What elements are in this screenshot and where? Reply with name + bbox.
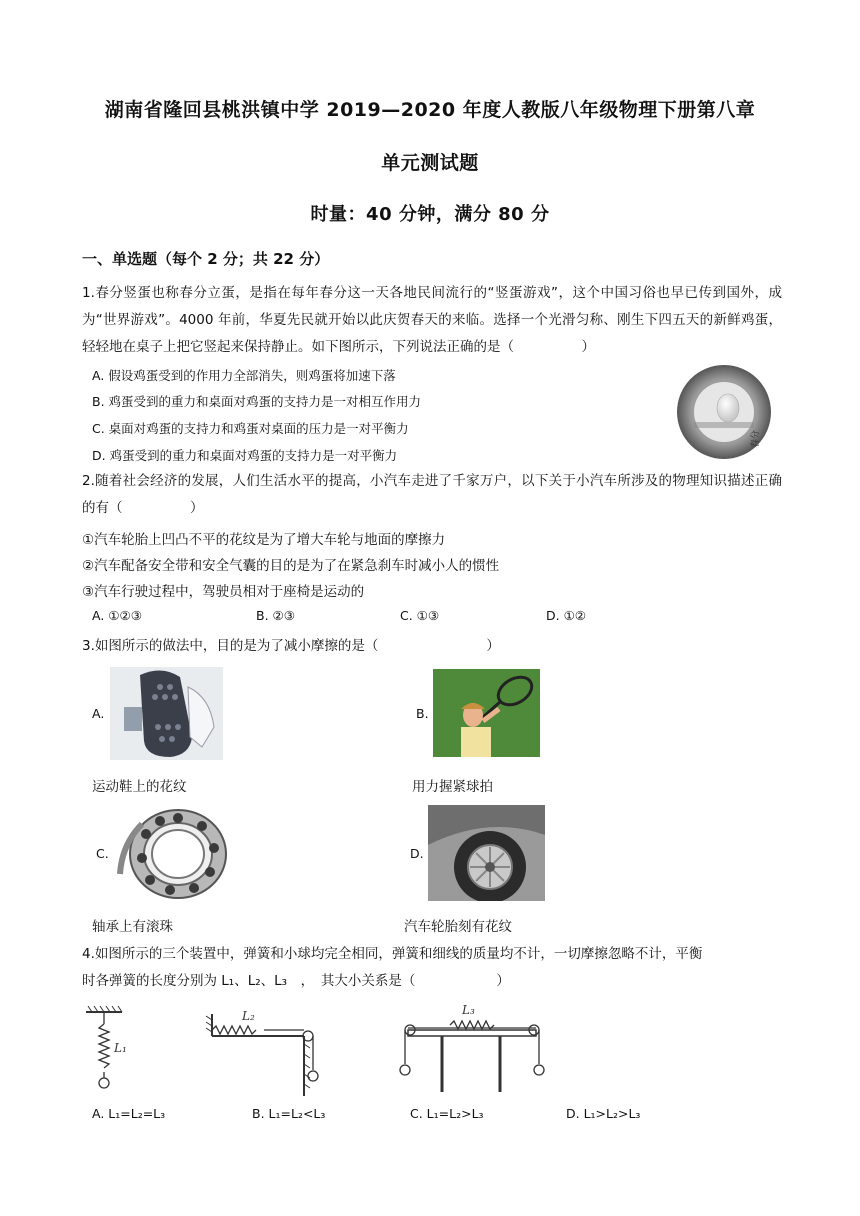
q4-stem-line1: 4.如图所示的三个装置中，弹簧和小球均完全相同，弹簧和细线的质量均不计，一切摩擦忽略不计，平衡 [82, 946, 703, 962]
tennis-player-image [433, 669, 540, 757]
section-heading: 一、单选题（每个 2 分；共 22 分） [82, 250, 330, 268]
q3-choice-d-caption: 汽车轮胎刻有花纹 [404, 919, 512, 935]
q4-option-a: A. L₁=L₂=L₃ [92, 1106, 166, 1121]
page-title: 湖南省隆回县桃洪镇中学 2019—2020 年度人教版八年级物理下册第八章 [104, 99, 756, 121]
car-tire-image [428, 805, 545, 901]
q4-stem-line2: 时各弹簧的长度分别为 L₁、L₂、L₃ ， 其大小关系是（ ） [82, 973, 510, 989]
q4-option-c: C. L₁=L₂>L₃ [410, 1106, 484, 1121]
q1-option-a: A. 假设鸡蛋受到的作用力全部消失，则鸡蛋将加速下落 [92, 368, 396, 383]
q1-option-c: C. 桌面对鸡蛋的支持力和鸡蛋对桌面的压力是一对平衡力 [92, 421, 409, 436]
q1-option-b: B. 鸡蛋受到的重力和桌面对鸡蛋的支持力是一对相互作用力 [92, 394, 422, 409]
q3-choice-b-letter: B. [416, 706, 429, 721]
q1-option-d: D. 鸡蛋受到的重力和桌面对鸡蛋的支持力是一对平衡力 [92, 448, 398, 463]
q2-option-b: B. ②③ [256, 608, 295, 623]
device-2 [206, 1009, 318, 1096]
q3-stem: 3.如图所示的做法中，目的是为了减小摩擦的是（ ） [82, 638, 500, 654]
q3-choice-a-letter: A. [92, 706, 105, 721]
q2-item-3: ③汽车行驶过程中，驾驶员相对于座椅是运动的 [82, 584, 365, 600]
q1-stem: 1.春分竖蛋也称春分立蛋，是指在每年春分这一天各地民间流行的“竖蛋游戏”，这个中国习俗也早已传到国外，成为“世界游戏”。4000 年前，华夏先民就开始以此庆贺春天的来临。选择一个光滑匀称、刚生下四五天的新鲜鸡蛋，轻轻地在桌子上把它竖起来保持静止。如下图所示，下列说法正确的是（ ） [82, 285, 782, 355]
q2-stem: 2.随着社会经济的发展，人们生活水平的提高，小汽车走进了千家万户，以下关于小汽车所涉及的物理知识描述正确的有（ ） [82, 473, 782, 516]
q2-option-a: A. ①②③ [92, 608, 142, 623]
label-l1: L₁ [114, 1041, 127, 1055]
q3-choice-c-caption: 轴承上有滚珠 [92, 919, 173, 935]
spring-devices-diagram [82, 1000, 552, 1098]
shoe-sole-image [110, 667, 223, 760]
device-1 [86, 1006, 127, 1088]
q2-option-d: D. ①② [546, 608, 586, 623]
q3-choice-c-letter: C. [96, 846, 109, 861]
q3-choice-b-caption: 用力握紧球拍 [412, 779, 493, 795]
q2-item-1: ①汽车轮胎上凹凸不平的花纹是为了增大车轮与地面的摩擦力 [82, 532, 446, 548]
egg-image-caption: 春分 [751, 429, 761, 448]
q3-choice-d-letter: D. [410, 846, 424, 861]
q2-item-2: ②汽车配备安全带和安全气囊的目的是为了在紧急刹车时减小人的惯性 [82, 558, 500, 574]
q2-option-c: C. ①③ [400, 608, 440, 623]
label-l3: L₃ [462, 1003, 475, 1017]
ball-bearing-image [112, 804, 232, 904]
egg-image [676, 364, 772, 460]
q4-option-b: B. L₁=L₂<L₃ [252, 1106, 326, 1121]
q3-choice-a-caption: 运动鞋上的花纹 [92, 779, 187, 795]
label-l2: L₂ [242, 1009, 255, 1023]
exam-subtitle: 时量：40 分钟，满分 80 分 [310, 204, 550, 225]
q4-option-d: D. L₁>L₂>L₃ [566, 1106, 641, 1121]
page-title-line2: 单元测试题 [381, 152, 479, 174]
device-3 [400, 1003, 544, 1092]
